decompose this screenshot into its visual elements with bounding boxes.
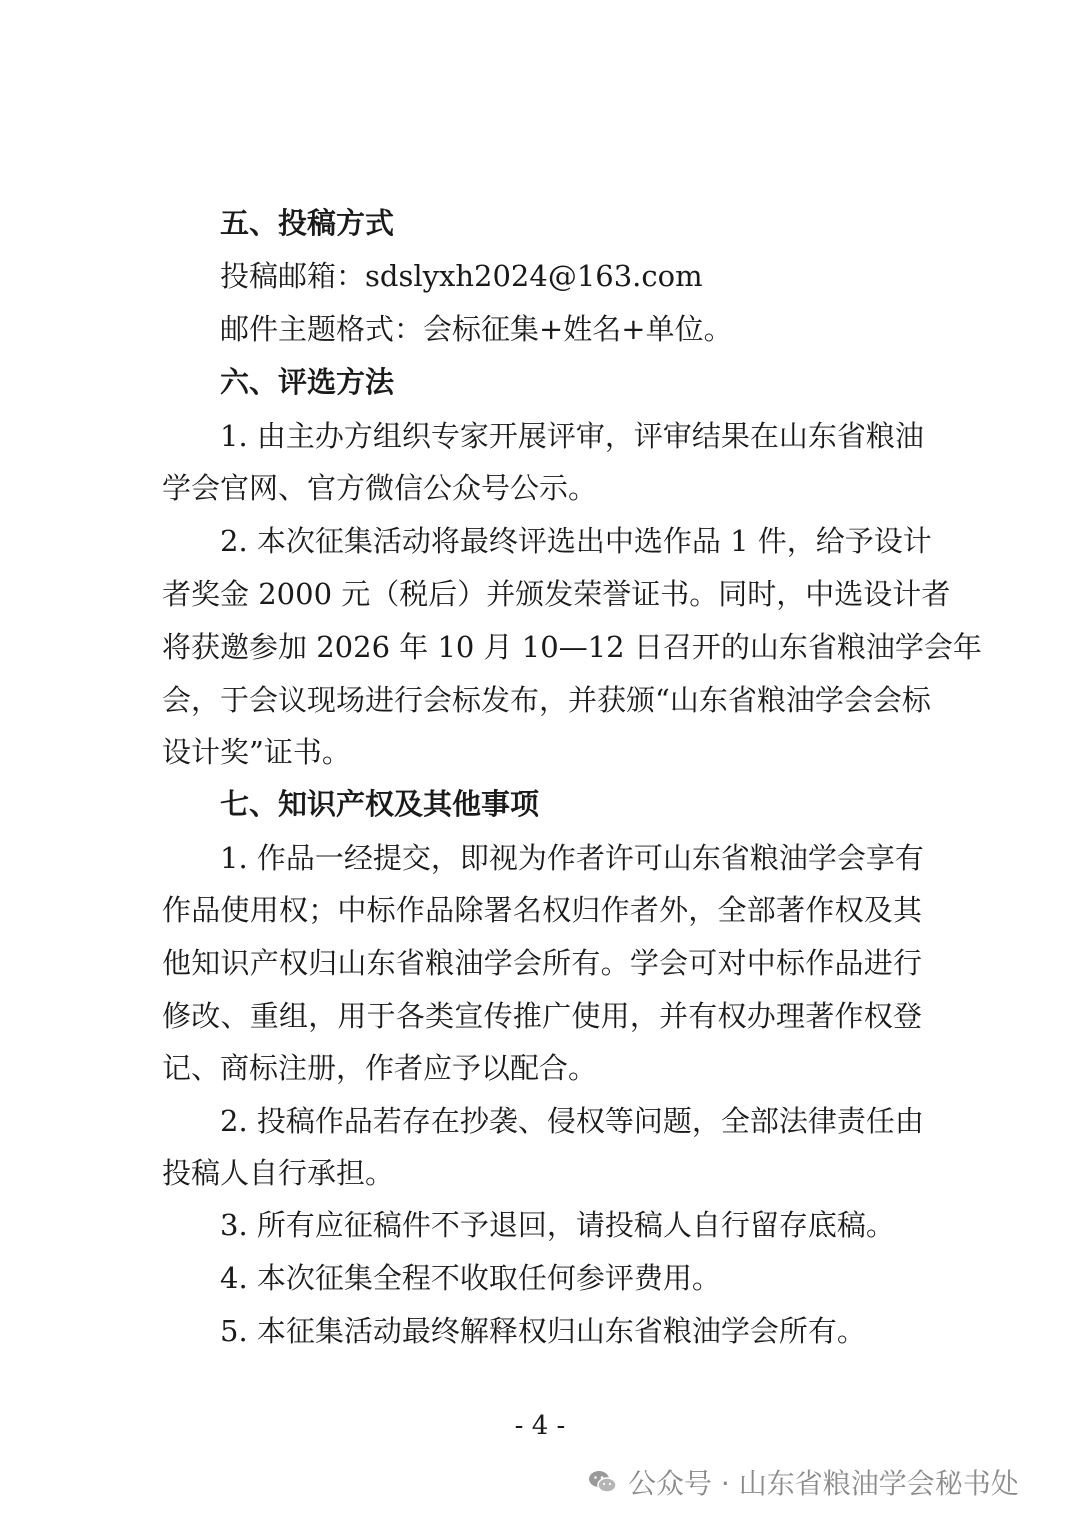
email-subject-format: 邮件主题格式：会标征集+姓名+单位。 <box>220 312 733 346</box>
paragraph-line: 者奖金 2000 元（税后）并颁发荣誉证书。同时，中选设计者 <box>162 577 951 611</box>
paragraph-line: 2. 投稿作品若存在抄袭、侵权等问题，全部法律责任由 <box>220 1104 924 1138</box>
paragraph-line: 2. 本次征集活动将最终评选出中选作品 1 件，给予设计 <box>220 524 932 558</box>
paragraph-line: 修改、重组，用于各类宣传推广使用，并有权办理著作权登 <box>162 999 922 1033</box>
wechat-watermark <box>588 1460 1019 1504</box>
wechat-icon <box>588 1469 618 1495</box>
paragraph-line: 他知识产权归山东省粮油学会所有。学会可对中标作品进行 <box>162 946 922 980</box>
section-heading-5: 五、投稿方式 <box>220 206 395 240</box>
submission-email: 投稿邮箱：sdslyxh2024@163.com <box>220 259 703 293</box>
paragraph-line: 会，于会议现场进行会标发布，并获颁“山东省粮油学会会标 <box>162 683 931 717</box>
paragraph-line: 作品使用权；中标作品除署名权归作者外，全部著作权及其 <box>162 893 922 927</box>
paragraph-line: 设计奖”证书。 <box>162 735 351 769</box>
paragraph-line: 将获邀参加 2026 年 10 月 10—12 日召开的山东省粮油学会年 <box>162 630 982 664</box>
paragraph-line: 投稿人自行承担。 <box>162 1156 395 1190</box>
paragraph-line: 3. 所有应征稿件不予退回，请投稿人自行留存底稿。 <box>220 1208 895 1242</box>
paragraph-line: 学会官网、官方微信公众号公示。 <box>162 471 598 505</box>
watermark-text: 公众号 · 山东省粮油学会秘书处 <box>628 1467 1019 1500</box>
paragraph-line: 记、商标注册，作者应予以配合。 <box>162 1051 598 1085</box>
paragraph-line: 1. 作品一经提交，即视为作者许可山东省粮油学会享有 <box>220 841 924 875</box>
section-heading-6: 六、评选方法 <box>220 365 395 399</box>
section-heading-7: 七、知识产权及其他事项 <box>220 787 540 821</box>
page-number: - 4 - <box>514 1411 566 1441</box>
paragraph-line: 5. 本征集活动最终解释权归山东省粮油学会所有。 <box>220 1314 866 1348</box>
paragraph-line: 1. 由主办方组织专家开展评审，评审结果在山东省粮油 <box>220 419 924 453</box>
paragraph-line: 4. 本次征集全程不收取任何参评费用。 <box>220 1261 721 1295</box>
